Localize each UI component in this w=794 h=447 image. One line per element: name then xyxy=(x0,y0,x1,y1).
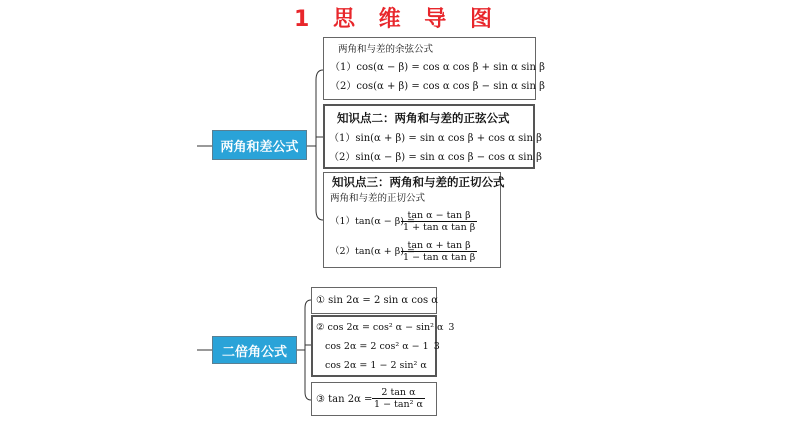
formula-tan-plus-numerator: tan α + tan β xyxy=(401,240,477,252)
formula-cos-2a-2-main: cos 2α = 2 cos² α − 1 xyxy=(325,341,429,352)
box-cos-sum-difference xyxy=(323,37,545,100)
formula-sin-2a: ① sin 2α = 2 sin α cos α xyxy=(316,295,439,306)
formula-tan-plus-fraction xyxy=(401,240,477,263)
formula-cos-2a-3: cos 2α = 1 − 2 sin² α xyxy=(325,360,427,371)
formula-tan-plus-denominator: 1 − tan α tan β xyxy=(403,252,476,263)
formula-cos-2a-2-tail: 3 xyxy=(433,341,440,352)
formula-tan-2a-numerator: 2 tan α xyxy=(372,387,425,399)
formula-tan-plus-lhs: （2）tan(α + β) = xyxy=(330,246,415,257)
formula-tan-minus-lhs: （1）tan(α − β) = xyxy=(330,216,415,227)
box-double-angle-sin xyxy=(311,287,437,314)
formula-sin-minus: （2）sin(α − β) = sin α cos β − cos α sin β xyxy=(329,152,542,163)
formula-cos-2a-1 xyxy=(316,322,454,334)
bracket-node1 xyxy=(316,70,323,220)
formula-tan-minus-fraction xyxy=(401,210,477,233)
formula-cos-2a-1-main: ② cos 2α = cos² α − sin² α xyxy=(316,322,444,333)
page-title: 1 思 维 导 图 xyxy=(294,7,500,32)
box-tan-heading: 知识点三：两角和与差的正切公式 xyxy=(332,175,505,189)
box-sin-sum-difference xyxy=(323,104,542,169)
formula-tan-minus-denominator: 1 + tan α tan β xyxy=(403,222,476,233)
node-double-angle-formulas[interactable]: 二倍角公式 xyxy=(212,336,297,364)
box-double-angle-tan xyxy=(311,382,437,416)
box-cos-heading: 两角和与差的余弦公式 xyxy=(338,44,434,55)
formula-cos-2a-1-tail: 3 xyxy=(448,322,455,333)
box-sin-heading: 知识点二：两角和与差的正弦公式 xyxy=(337,111,510,125)
formula-sin-plus: （1）sin(α + β) = sin α cos β + cos α sin β xyxy=(329,133,542,144)
formula-tan-2a-fraction xyxy=(372,387,425,410)
formula-tan-minus-numerator: tan α − tan β xyxy=(401,210,477,222)
box-double-angle-cos xyxy=(311,315,455,377)
box-tan-sum-difference xyxy=(323,172,505,268)
formula-tan-2a-denominator: 1 − tan² α xyxy=(374,399,423,410)
formula-cos-2a-2 xyxy=(325,341,440,353)
box-tan-subheading: 两角和与差的正切公式 xyxy=(330,193,426,204)
formula-cos-minus: （1）cos(α − β) = cos α cos β + sin α sin β xyxy=(330,62,545,73)
formula-cos-plus: （2）cos(α + β) = cos α cos β − sin α sin β xyxy=(330,81,545,92)
node-sum-difference-formulas[interactable]: 两角和差公式 xyxy=(212,130,307,160)
formula-tan-2a-lhs: ③ tan 2α = xyxy=(316,394,373,405)
